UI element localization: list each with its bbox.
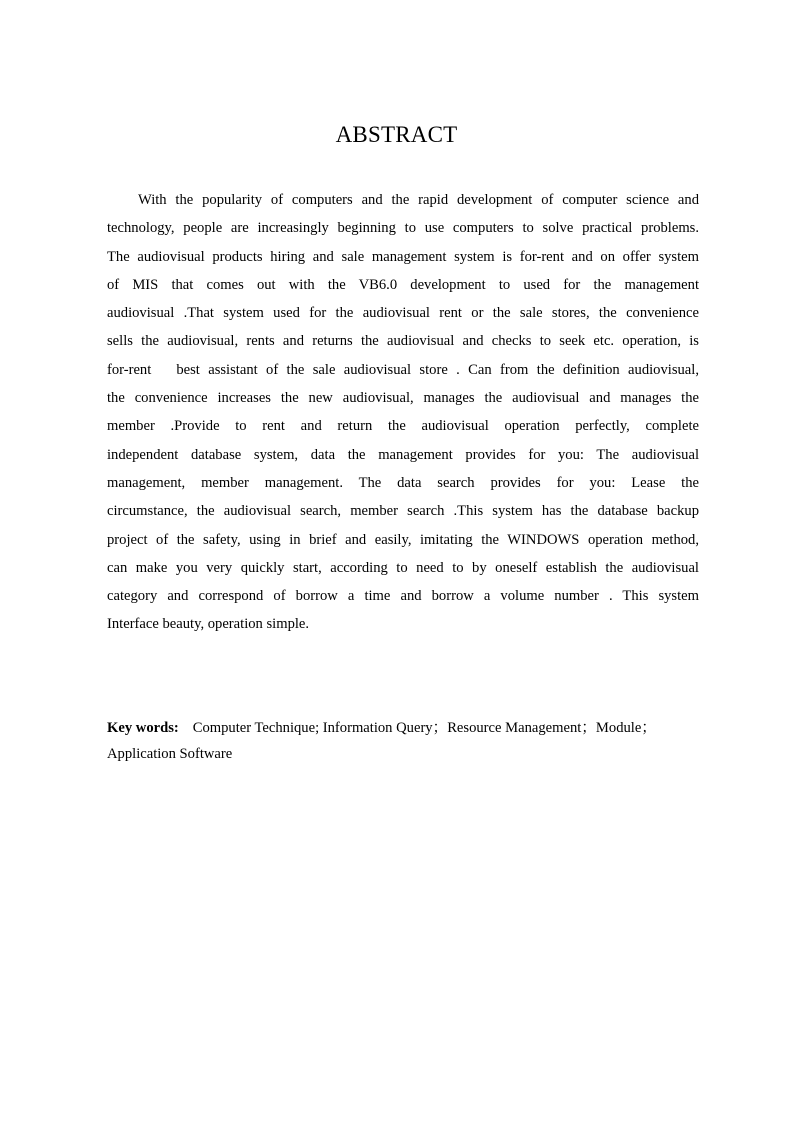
abstract-line: of MIS that comes out with the VB6.0 development to used for the management [107, 276, 699, 293]
keywords-list: Computer Technique; Information Query；Resource Management；Module； [192, 720, 656, 736]
abstract-line: technology, people are increasingly beginning to use computers to solve practical problems. [107, 220, 699, 237]
abstract-line: project of the safety, using in brief and easily, imitating the WINDOWS operation method, [107, 531, 699, 548]
keywords-line [107, 715, 699, 741]
abstract-line: Interface beauty, operation simple. [107, 616, 310, 633]
abstract-line: category and correspond of borrow a time and borrow a volume number . This system [107, 588, 699, 605]
abstract-line: can make you very quickly start, according to need to by oneself establish the audiovisual [107, 559, 699, 576]
abstract-line: circumstance, the audiovisual search, member search .This system has the database backup [107, 503, 699, 520]
keywords-line-continued: Application Software [107, 746, 233, 762]
abstract-line: independent database system, data the management provides for you: The audiovisual [107, 446, 699, 463]
abstract-line: sells the audiovisual, rents and returns the audiovisual and checks to seek etc. operation, is [107, 333, 699, 350]
abstract-line: With the popularity of computers and the rapid development of computer science and [138, 192, 699, 208]
abstract-line: The audiovisual products hiring and sale management system is for-rent and on offer system [107, 248, 699, 265]
abstract-title: ABSTRACT [335, 122, 458, 147]
abstract-line: management, member management. The data search provides for you: Lease the [107, 474, 699, 491]
abstract-line: the convenience increases the new audiovisual, manages the audiovisual and manages the [107, 390, 699, 407]
keywords-section [107, 715, 699, 767]
abstract-line: for-rent best assistant of the sale audiovisual store . Can from the definition audiovisual, [107, 361, 699, 378]
abstract-paragraph [107, 186, 699, 639]
abstract-line: audiovisual .That system used for the audiovisual rent or the sale stores, the convenience [107, 305, 699, 322]
keywords-label: Key words: [107, 720, 179, 736]
abstract-line: member .Provide to rent and return the audiovisual operation perfectly, complete [107, 418, 699, 435]
